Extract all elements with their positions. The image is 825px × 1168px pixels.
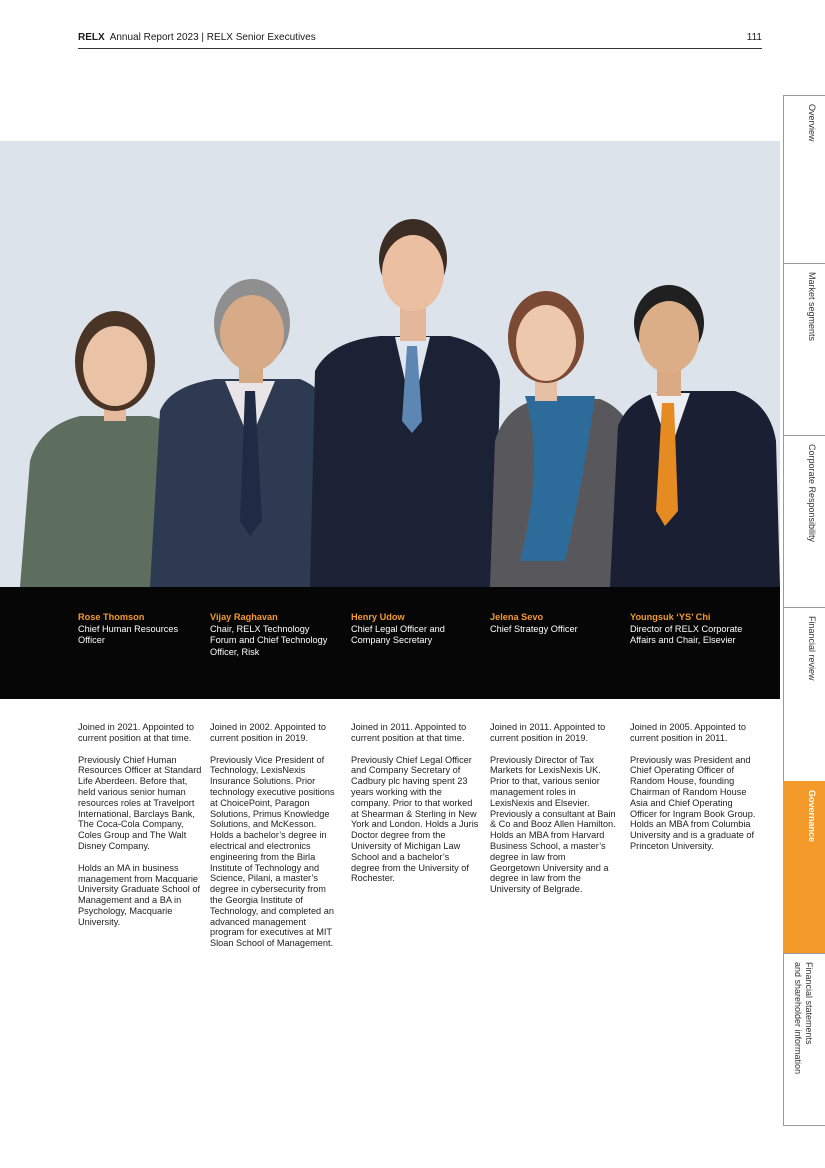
exec-title: Chief Strategy Officer — [490, 623, 578, 634]
exec-name: Henry Udow — [351, 612, 405, 622]
bio-paragraph: Joined in 2011. Appointed to current position in 2019. — [490, 722, 606, 743]
exec-title: Chief Human Resources Officer — [78, 623, 179, 645]
bio-paragraph: Joined in 2002. Appointed to current position in 2019. — [210, 722, 326, 743]
side-tab-label: Overview — [807, 104, 817, 142]
bio-paragraph: Previously Chief Human Resources Officer at Standard Life Aberdeen. Before that, held various senior human resources roles at Travelport International, Barclays Bank, The Coca-Cola Company, Coles Group and The Walt Disney Company. — [78, 754, 202, 851]
bio-paragraph: Previously Vice President of Technology, LexisNexis Insurance Solutions. Prior technology executive positions at ChoicePoint, Paragon Solutions, Primus Knowledge Solutions, and McKesson. Holds a bachelor’s degree in electrical and electronics engineering from the Birla Institute of Technology and Science, Pilani, a master’s degree in cybersecurity from the Georgia Institute of Technology, and completed an advanced management program for executives at MIT Sloan School of Management. — [210, 754, 335, 949]
report-title: Annual Report 2023 | RELX Senior Executives — [109, 32, 316, 43]
side-tab-governance[interactable] — [783, 781, 825, 953]
side-tab-label: Financial review — [807, 616, 817, 681]
header-divider — [78, 48, 762, 49]
executive-names-band — [0, 587, 780, 699]
exec-name-block — [210, 612, 338, 658]
exec-name-block — [78, 612, 206, 647]
person-vijay-raghavan — [150, 279, 335, 587]
side-tab-market-segments[interactable] — [783, 263, 825, 435]
bio-paragraph: Previously Director of Tax Markets for LexisNexis UK. Prior to that, various senior management roles in LexisNexis and Elsevier. Previously a consultant at Bain & Co and Booz Allen Hamilton. Holds an MBA from Harvard Business School, a master’s degree in law from Georgetown University and a degree in law from the University of Belgrade. — [490, 754, 616, 895]
bio-paragraph: Previously Chief Legal Officer and Company Secretary of Cadbury plc having spent 23 years working with the company. Prior to that worked at Shearman & Sterling in New York and London. Holds a Juris Doctor degree from the University of Michigan Law School and a bachelor’s degree from the University of Rochester. — [351, 754, 479, 884]
side-tab-label: Market segments — [807, 272, 817, 342]
side-tab-label: Financial statements and shareholder information — [793, 962, 814, 1075]
bio-paragraph: Joined in 2005. Appointed to current position in 2011. — [630, 722, 746, 743]
exec-title: Chief Legal Officer and Company Secretary — [351, 623, 445, 645]
bio-paragraph: Joined in 2021. Appointed to current position at that time. — [78, 722, 194, 743]
exec-bio — [351, 722, 479, 895]
exec-title: Director of RELX Corporate Affairs and Chair, Elsevier — [630, 623, 743, 645]
exec-bio — [210, 722, 338, 960]
side-tab-financial-statements[interactable] — [783, 953, 825, 1125]
bio-paragraph: Holds an MA in business management from Macquarie University Graduate School of Management and a BA in Psychology, Macquarie University. — [78, 862, 201, 927]
side-tab-overview[interactable] — [783, 95, 825, 263]
exec-name: Rose Thomson — [78, 612, 145, 622]
exec-name-block — [490, 612, 618, 635]
page-header — [78, 32, 762, 48]
side-nav-bottom-rule — [783, 1125, 825, 1126]
exec-name-block — [630, 612, 758, 647]
section-side-nav — [783, 95, 825, 1125]
bio-paragraph: Joined in 2011. Appointed to current position at that time. — [351, 722, 467, 743]
exec-name: Youngsuk ‘YS’ Chi — [630, 612, 711, 622]
group-photo-illustration — [0, 141, 780, 587]
exec-bio — [490, 722, 618, 906]
exec-bio — [630, 722, 758, 863]
exec-bio — [78, 722, 206, 939]
page-number: 111 — [746, 32, 762, 43]
side-tab-label: Corporate Responsibility — [807, 444, 817, 543]
bio-paragraph: Previously was President and Chief Operating Officer of Random House, founding Chairman of Random House Asia and Chief Operating Officer for Ingram Book Group. Holds an MBA from Columbia University and is a graduate of Princeton University. — [630, 754, 756, 851]
side-tab-financial-review[interactable] — [783, 607, 825, 781]
group-photo — [0, 141, 780, 587]
side-tab-corporate-responsibility[interactable] — [783, 435, 825, 607]
exec-name: Jelena Sevo — [490, 612, 544, 622]
brand-name: RELX — [78, 32, 105, 43]
person-henry-udow — [310, 219, 500, 587]
exec-title: Chair, RELX Technology Forum and Chief Technology Officer, Risk — [210, 623, 328, 657]
exec-name-block — [351, 612, 479, 647]
person-youngsuk-chi — [610, 285, 780, 587]
side-tab-label: Governance — [807, 790, 817, 843]
exec-name: Vijay Raghavan — [210, 612, 278, 622]
